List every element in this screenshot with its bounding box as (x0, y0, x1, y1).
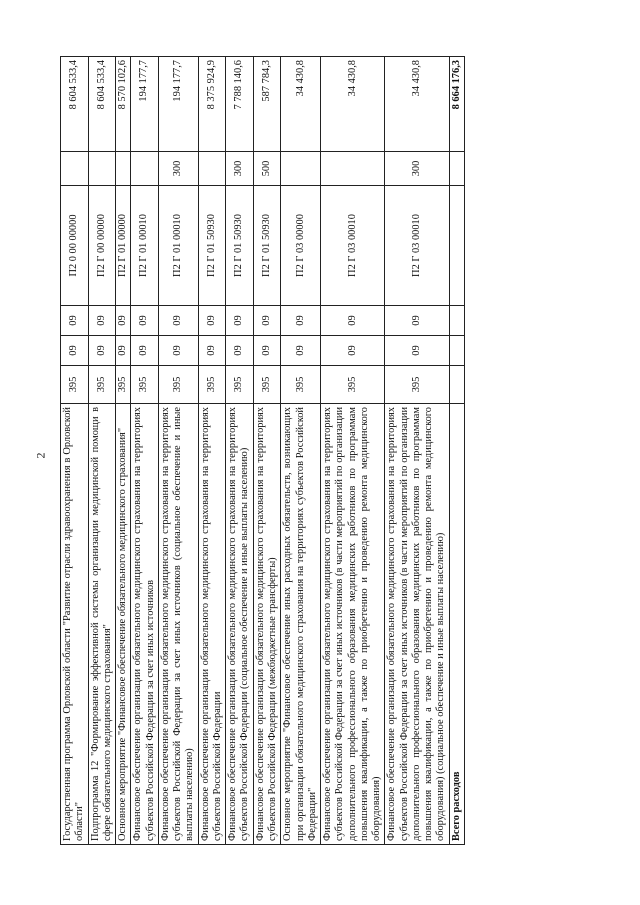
expense-type-cell (131, 152, 159, 186)
subsection-code-cell: 09 (61, 306, 89, 336)
amount-cell: 34 430,8 (385, 57, 449, 152)
total-label: Всего расходов (449, 404, 464, 845)
section-code-cell: 09 (158, 336, 198, 366)
table-row (131, 57, 159, 845)
target-article-cell: П2 Г 01 00010 (158, 186, 198, 306)
page-number: 2 (33, 452, 48, 459)
grbs-code-cell: 395 (321, 366, 385, 404)
table-row (158, 57, 198, 845)
row-name-cell: Финансовое обеспечение организации обязательного медицинского страхования на территориях субъектов Российской Федерации (социальное обеспечение и иные выплаты населению) (226, 404, 254, 845)
expense-type-cell (61, 152, 89, 186)
table-row (253, 57, 281, 845)
subsection-code-cell: 09 (281, 306, 321, 336)
expense-type-cell: 300 (226, 152, 254, 186)
amount-cell: 8 604 533,4 (61, 57, 89, 152)
section-code-cell: 09 (61, 336, 89, 366)
section-code-cell: 09 (131, 336, 159, 366)
amount-cell: 34 430,8 (321, 57, 385, 152)
target-article-cell: П2 Г 03 00010 (385, 186, 449, 306)
grbs-code-cell: 395 (131, 366, 159, 404)
target-article-cell: П2 Г 01 50930 (253, 186, 281, 306)
expenditure-table (60, 56, 465, 845)
section-code-cell: 09 (116, 336, 131, 366)
amount-cell: 34 430,8 (281, 57, 321, 152)
empty-cell (449, 336, 464, 366)
subsection-code-cell: 09 (198, 306, 226, 336)
expense-type-cell (88, 152, 116, 186)
target-article-cell: П2 Г 03 00010 (321, 186, 385, 306)
grbs-code-cell: 395 (385, 366, 449, 404)
subsection-code-cell: 09 (88, 306, 116, 336)
grbs-code-cell: 395 (116, 366, 131, 404)
target-article-cell: П2 Г 03 00000 (281, 186, 321, 306)
subsection-code-cell: 09 (131, 306, 159, 336)
grbs-code-cell: 395 (158, 366, 198, 404)
grbs-code-cell: 395 (226, 366, 254, 404)
table-row (116, 57, 131, 845)
grbs-code-cell: 395 (281, 366, 321, 404)
expense-type-cell (116, 152, 131, 186)
table-row (198, 57, 226, 845)
row-name-cell: Финансовое обеспечение организации обязательного медицинского страхования на территориях субъектов Российской Федерации за счет иных источников (социальное обеспечение и иные выплаты населению) (158, 404, 198, 845)
empty-cell (449, 152, 464, 186)
target-article-cell: П2 Г 01 00000 (116, 186, 131, 306)
table-row (385, 57, 449, 845)
target-article-cell: П2 Г 01 50930 (226, 186, 254, 306)
subsection-code-cell: 09 (158, 306, 198, 336)
empty-cell (449, 366, 464, 404)
expense-type-cell: 300 (385, 152, 449, 186)
row-name-cell: Финансовое обеспечение организации обязательного медицинского страхования на территориях субъектов Российской Федерации (межбюджетные трансферты) (253, 404, 281, 845)
table-body (61, 57, 465, 845)
row-name-cell: Финансовое обеспечение организации обязательного медицинского страхования на территориях субъектов Российской Федерации за счет иных источников (131, 404, 159, 845)
section-code-cell: 09 (321, 336, 385, 366)
subsection-code-cell: 09 (321, 306, 385, 336)
grbs-code-cell: 395 (88, 366, 116, 404)
amount-cell: 8 570 102,6 (116, 57, 131, 152)
table-row (88, 57, 116, 845)
grbs-code-cell: 395 (61, 366, 89, 404)
table-row (281, 57, 321, 845)
expense-type-cell (198, 152, 226, 186)
row-name-cell: Подпрограмма 12 "Формирование эффективной системы организации медицинской помощи в сфере обязательного медицинского страхования" (88, 404, 116, 845)
target-article-cell: П2 0 00 00000 (61, 186, 89, 306)
section-code-cell: 09 (385, 336, 449, 366)
section-code-cell: 09 (198, 336, 226, 366)
expense-type-cell (321, 152, 385, 186)
amount-cell: 194 177,7 (158, 57, 198, 152)
subsection-code-cell: 09 (253, 306, 281, 336)
target-article-cell: П2 Г 01 00010 (131, 186, 159, 306)
section-code-cell: 09 (88, 336, 116, 366)
table-row (226, 57, 254, 845)
amount-cell: 587 784,3 (253, 57, 281, 152)
expense-type-cell (281, 152, 321, 186)
total-amount: 8 664 176,3 (449, 57, 464, 152)
amount-cell: 8 375 924,9 (198, 57, 226, 152)
amount-cell: 7 788 140,6 (226, 57, 254, 152)
row-name-cell: Основное мероприятие "Финансовое обеспечение иных расходных обязательств, возникающих при организации обязательного медицинского страхования на территориях субъектов Российской Федерации" (281, 404, 321, 845)
total-row (449, 57, 464, 845)
section-code-cell: 09 (281, 336, 321, 366)
target-article-cell: П2 Г 01 50930 (198, 186, 226, 306)
amount-cell: 194 177,7 (131, 57, 159, 152)
table-row (61, 57, 89, 845)
expense-type-cell: 300 (158, 152, 198, 186)
table-row (321, 57, 385, 845)
empty-cell (449, 186, 464, 306)
row-name-cell: Финансовое обеспечение организации обязательного медицинского страхования на территориях субъектов Российской Федерации за счет иных источников (в части мероприятий по организации дополнительного профессионального образования медицинских работников по программам повышения квалификации, а также по приобретению и проведению ремонта медицинского оборудования) (321, 404, 385, 845)
row-name-cell: Финансовое обеспечение организации обязательного медицинского страхования на территориях субъектов Российской Федерации (198, 404, 226, 845)
subsection-code-cell: 09 (226, 306, 254, 336)
grbs-code-cell: 395 (198, 366, 226, 404)
row-name-cell: Основное мероприятие "Финансовое обеспечение обязательного медицинского страхования" (116, 404, 131, 845)
row-name-cell: Государственная программа Орловской области "Развитие отрасли здравоохранения в Орловской области" (61, 404, 89, 845)
row-name-cell: Финансовое обеспечение организации обязательного медицинского страхования на территориях субъектов Российской Федерации за счет иных источников (в части мероприятий по организации дополнительного профессионального образования медицинских работников по программам повышения квалификации, а также по приобретению и проведению ремонта медицинского оборудования) (социальное обеспечение и иные выплаты населению) (385, 404, 449, 845)
target-article-cell: П2 Г 00 00000 (88, 186, 116, 306)
grbs-code-cell: 395 (253, 366, 281, 404)
expense-type-cell: 500 (253, 152, 281, 186)
subsection-code-cell: 09 (385, 306, 449, 336)
section-code-cell: 09 (226, 336, 254, 366)
rotated-landscape-page (60, 57, 560, 845)
section-code-cell: 09 (253, 336, 281, 366)
subsection-code-cell: 09 (116, 306, 131, 336)
empty-cell (449, 306, 464, 336)
amount-cell: 8 604 533,4 (88, 57, 116, 152)
